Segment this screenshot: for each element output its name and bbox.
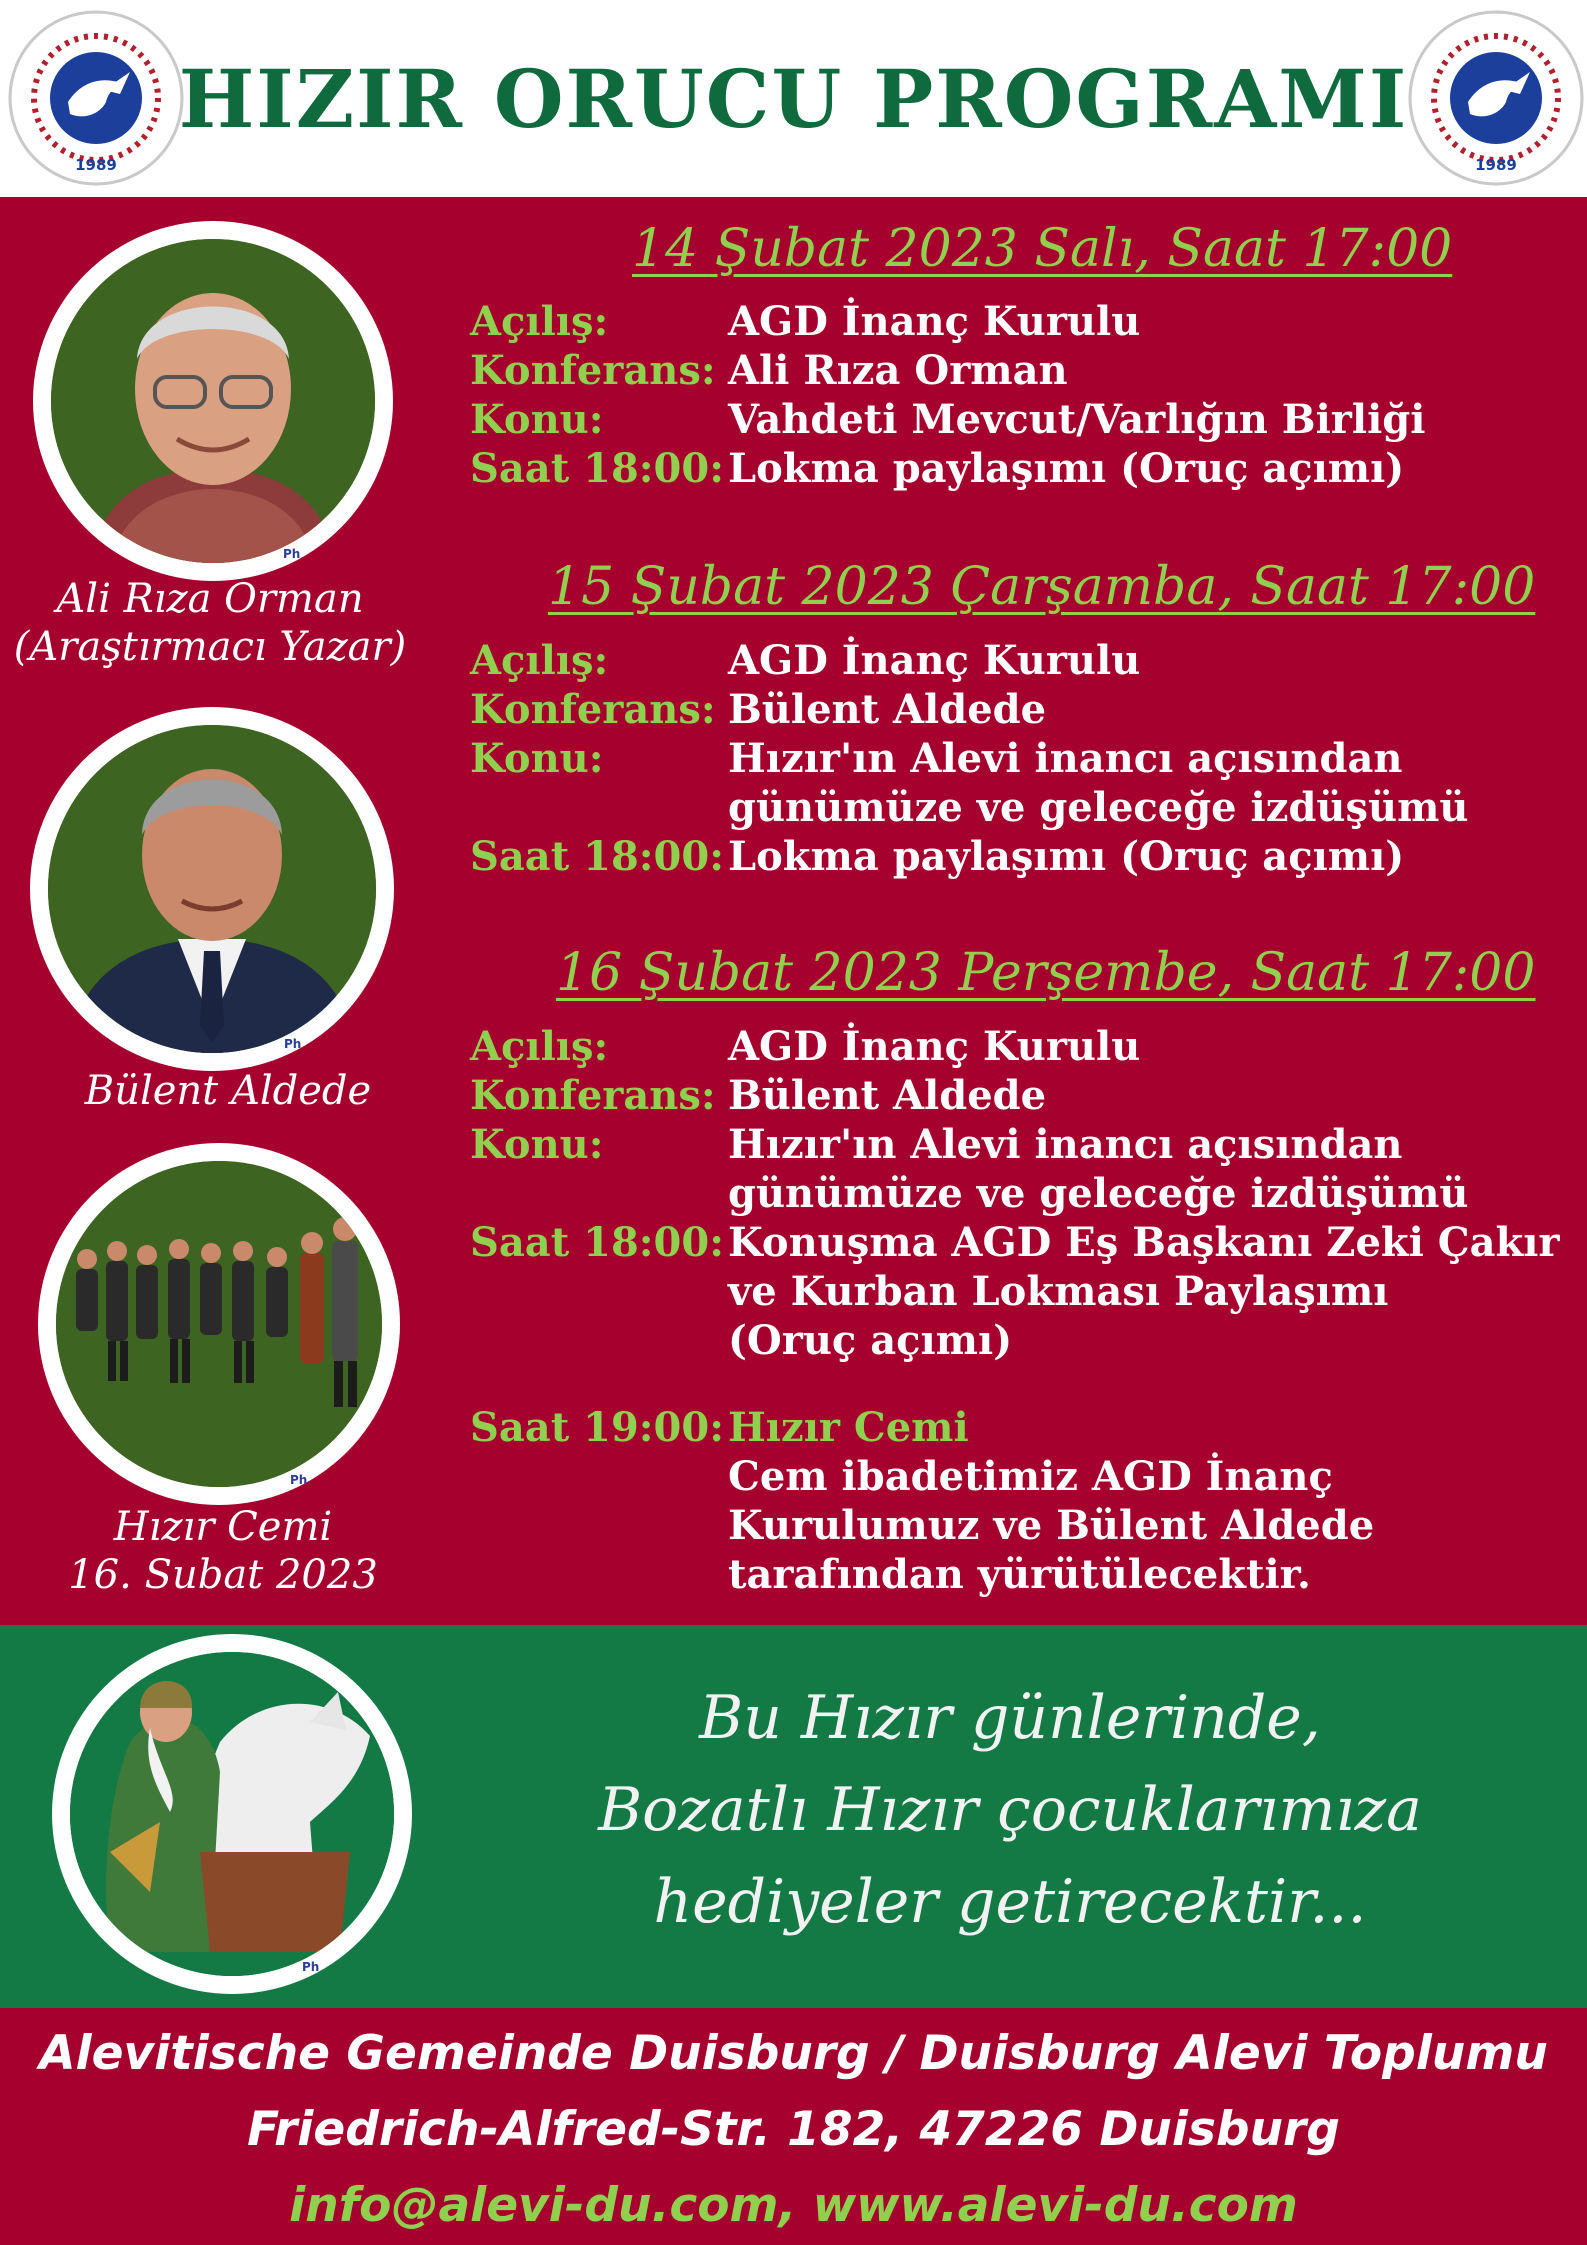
header bbox=[0, 0, 1587, 197]
event-2-date: 15 Şubat 2023 Çarşamba, Saat 17:00 bbox=[548, 557, 1536, 617]
speaker-name: Ali Rıza Orman bbox=[56, 576, 364, 622]
event-1-value-time: Lokma paylaşımı (Oruç açımı) bbox=[728, 445, 1405, 492]
page-title: HIZIR ORUCU PROGRAMI bbox=[178, 52, 1409, 146]
event-3-value-topic: Hızır'ın Alevi inancı açısından bbox=[728, 1121, 1403, 1168]
cem-date: 16. Subat 2023 bbox=[68, 1552, 378, 1598]
speaker-caption-1 bbox=[0, 575, 420, 671]
event-3-value-cem-desc-2: Kurulumuz ve Bülent Aldede bbox=[728, 1502, 1375, 1549]
cem-group-photo bbox=[38, 1143, 400, 1505]
event-3-value-conference: Bülent Aldede bbox=[728, 1072, 1047, 1119]
event-3-date: 16 Şubat 2023 Perşembe, Saat 17:00 bbox=[556, 943, 1536, 1003]
photo-watermark: Ph bbox=[290, 1473, 308, 1487]
event-2-label-conference: Konferans: bbox=[470, 686, 716, 733]
event-1-value-topic: Vahdeti Mevcut/Varlığın Birliği bbox=[728, 396, 1426, 443]
event-3-value-cem-desc-3: tarafından yürütülecektir. bbox=[728, 1551, 1311, 1598]
event-3-value-cem-title: Hızır Cemi bbox=[728, 1404, 969, 1451]
photo-watermark: Ph bbox=[283, 547, 301, 561]
footer-address: Friedrich-Alfred-Str. 182, 47226 Duisburg bbox=[247, 2102, 1340, 2157]
event-2-value-topic-cont: günümüze ve geleceğe izdüşümü bbox=[728, 784, 1469, 831]
verse-line-2: Bozatlı Hızır çocuklarımıza bbox=[598, 1775, 1422, 1845]
svg-text:1989: 1989 bbox=[1475, 156, 1517, 174]
event-1-value-conference: Ali Rıza Orman bbox=[728, 347, 1068, 394]
cem-name: Hızır Cemi bbox=[113, 1504, 333, 1550]
event-1-date: 14 Şubat 2023 Salı, Saat 17:00 bbox=[632, 219, 1453, 279]
event-1-label-topic: Konu: bbox=[470, 396, 604, 443]
hizir-verse-band bbox=[0, 1625, 1587, 2008]
event-3-value-cem-desc-1: Cem ibadetimiz AGD İnanç bbox=[728, 1453, 1333, 1500]
event-3-label-opening: Açılış: bbox=[470, 1023, 609, 1070]
association-logo-right bbox=[1408, 10, 1584, 186]
event-2-value-conference: Bülent Aldede bbox=[728, 686, 1047, 733]
event-3-label-topic: Konu: bbox=[470, 1121, 604, 1168]
event-3-label-conference: Konferans: bbox=[470, 1072, 716, 1119]
event-3-value-opening: AGD İnanç Kurulu bbox=[728, 1023, 1141, 1070]
event-1-label-opening: Açılış: bbox=[470, 298, 609, 345]
speaker-role: (Araştırmacı Yazar) bbox=[13, 624, 407, 670]
event-2-label-time: Saat 18:00: bbox=[470, 833, 724, 880]
event-2-value-topic: Hızır'ın Alevi inancı açısından bbox=[728, 735, 1403, 782]
event-3-value-speech: Konuşma AGD Eş Başkanı Zeki Çakır bbox=[728, 1219, 1560, 1266]
event-2-label-opening: Açılış: bbox=[470, 637, 609, 684]
speaker-photo-bulent-aldede bbox=[30, 707, 394, 1071]
verse-line-1: Bu Hızır günlerinde, bbox=[699, 1683, 1321, 1753]
footer-organization: Alevitische Gemeinde Duisburg / Duisburg Alevi Toplumu bbox=[39, 2026, 1548, 2081]
verse-line-3: hediyeler getirecektir... bbox=[653, 1867, 1367, 1937]
photo-watermark: Ph bbox=[302, 1960, 320, 1974]
speaker-caption-2 bbox=[0, 1067, 456, 1115]
cem-caption bbox=[0, 1503, 446, 1599]
footer-contact[interactable]: info@alevi-du.com, www.alevi-du.com bbox=[289, 2178, 1298, 2233]
program-section bbox=[0, 197, 1587, 1625]
bozatli-hizir-illustration bbox=[52, 1634, 412, 1994]
event-1-label-time: Saat 18:00: bbox=[470, 445, 724, 492]
event-3-label-cem-time: Saat 19:00: bbox=[470, 1404, 724, 1451]
event-3-value-topic-cont: günümüze ve geleceğe izdüşümü bbox=[728, 1170, 1469, 1217]
event-1-label-conference: Konferans: bbox=[470, 347, 716, 394]
svg-text:1989: 1989 bbox=[75, 156, 117, 174]
speaker-photo-ali-riza-orman bbox=[33, 221, 393, 581]
event-1-value-opening: AGD İnanç Kurulu bbox=[728, 298, 1141, 345]
event-3-label-time: Saat 18:00: bbox=[470, 1219, 724, 1266]
footer bbox=[0, 2008, 1587, 2245]
event-2-label-topic: Konu: bbox=[470, 735, 604, 782]
photo-watermark: Ph bbox=[284, 1037, 302, 1051]
event-3-value-speech-cont: ve Kurban Lokması Paylaşımı bbox=[728, 1268, 1389, 1315]
event-2-value-opening: AGD İnanç Kurulu bbox=[728, 637, 1141, 684]
speaker-name: Bülent Aldede bbox=[84, 1068, 372, 1114]
event-3-value-speech-cont2: (Oruç açımı) bbox=[728, 1317, 1013, 1364]
event-2-value-time: Lokma paylaşımı (Oruç açımı) bbox=[728, 833, 1405, 880]
